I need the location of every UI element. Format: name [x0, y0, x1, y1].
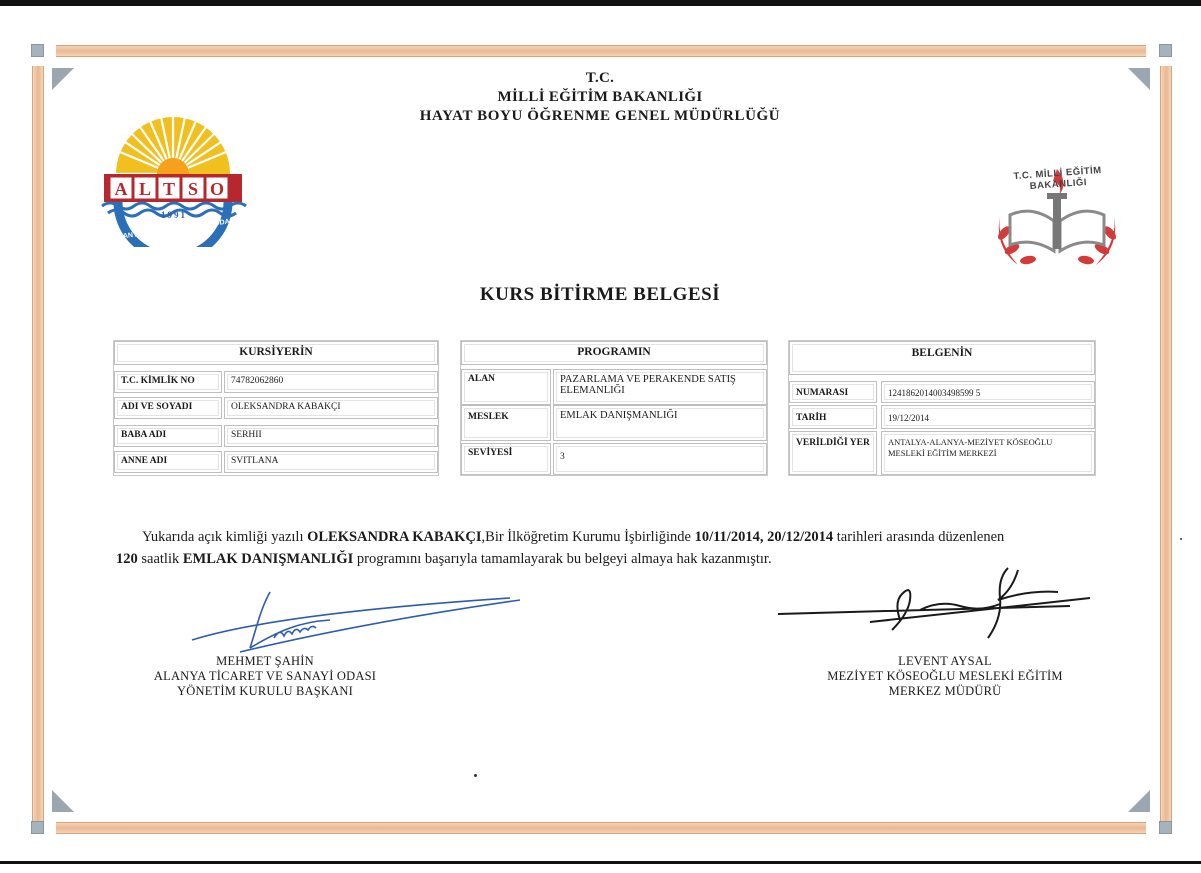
border-top: [56, 45, 1146, 57]
right-signatory-org: MEZİYET KÖSEOĞLU MESLEKİ EĞİTİM: [827, 669, 1063, 683]
left-signatory-org: ALANYA TİCARET VE SANAYİ ODASI: [153, 669, 377, 683]
corner-triangle-bl: [52, 790, 74, 812]
belge-table: [788, 340, 1096, 476]
logo-letter-a: A: [114, 179, 128, 199]
program-table: [460, 340, 768, 476]
scan-speck: [1180, 538, 1182, 540]
statement-text: Yukarıda açık kimliği yazılı: [142, 529, 308, 545]
logo-letter-t: T: [162, 179, 176, 199]
corner-triangle-tr: [1128, 68, 1150, 90]
course-dates: 10/11/2014, 20/12/2014: [694, 529, 834, 545]
left-signatory: [130, 654, 400, 699]
border-right: [1160, 66, 1172, 822]
right-signature: [770, 560, 1100, 650]
belge-heading: BELGENİN: [789, 341, 1095, 375]
bottom-scan-edge: [0, 861, 1201, 864]
belge-label: VERİLDİĞİ YER: [789, 431, 877, 475]
program-label: MESLEK: [461, 405, 551, 441]
border-bottom: [56, 822, 1146, 834]
left-signatory-name: MEHMET ŞAHİN: [216, 654, 314, 668]
logo-letter-s: S: [187, 179, 199, 199]
meb-ring-text: T.C. MİLLİ EĞİTİM BAKANLIĞI: [1013, 164, 1102, 192]
student-name: OLEKSANDRA KABAKÇI: [307, 529, 482, 545]
program-value: EMLAK DANIŞMANLIĞI: [553, 405, 767, 441]
belge-value: 1241862014003498599 5: [881, 381, 1095, 403]
kursiyer-value: OLEKSANDRA KABAKÇI: [224, 397, 438, 419]
belge-label: NUMARASI: [789, 381, 877, 403]
left-signatory-role: YÖNETİM KURULU BAŞKANI: [177, 684, 353, 698]
belge-value: ANTALYA-ALANYA-MEZİYET KÖSEOĞLU MESLEKİ EĞİTİM MERKEZİ: [881, 431, 1095, 475]
kursiyer-label: ADI VE SOYADI: [114, 397, 222, 419]
program-heading: PROGRAMIN: [461, 341, 767, 365]
altso-ring-text: ALANYA TİCARET VE SANAYİ ODASI: [113, 217, 237, 242]
corner-square-tr: [1159, 44, 1172, 57]
corner-square-bl: [31, 821, 44, 834]
header-tc: T.C.: [585, 70, 615, 86]
logo-letter-l: L: [138, 179, 152, 199]
top-scan-edge: [0, 0, 1201, 6]
program-value: PAZARLAMA VE PERAKENDE SATIŞ ELEMANLIĞI: [553, 369, 767, 405]
kursiyer-table: [113, 340, 439, 476]
belge-label: TARİH: [789, 405, 877, 429]
kursiyer-value: SERHII: [224, 425, 438, 447]
corner-triangle-tl: [52, 68, 74, 90]
statement-text: ,Bir İlköğretim Kurumu İşbirliğinde: [481, 529, 695, 545]
kursiyer-label: T.C. KİMLİK NO: [114, 371, 222, 393]
statement-text: saatlik: [137, 551, 183, 567]
statement-text: programını başarıyla tamamlayarak bu belgeyi almaya hak kazanmıştır.: [353, 551, 772, 567]
header-ministry: MİLLİ EĞİTİM BAKANLIĞI: [497, 89, 703, 105]
program-value: 3: [553, 443, 767, 475]
belge-value: 19/12/2014: [881, 405, 1095, 429]
logo-letter-o: O: [209, 179, 225, 199]
right-signatory: [800, 654, 1090, 699]
scan-speck: [474, 774, 477, 777]
kursiyer-label: BABA ADI: [114, 425, 222, 447]
border-left: [32, 66, 44, 822]
altso-name: [0, 0, 1, 1]
altso-year: 1991: [161, 210, 187, 220]
corner-square-tl: [31, 44, 44, 57]
right-signatory-name: LEVENT AYSAL: [898, 654, 992, 668]
kursiyer-label: ANNE ADI: [114, 451, 222, 473]
corner-square-br: [1159, 821, 1172, 834]
program-label: SEVİYESİ: [461, 443, 551, 475]
corner-triangle-br: [1128, 790, 1150, 812]
right-signatory-role: MERKEZ MÜDÜRÜ: [888, 684, 1002, 698]
kursiyer-heading: KURSİYERİN: [114, 341, 438, 365]
course-hours: 120: [116, 551, 138, 567]
kursiyer-value: 74782062860: [224, 371, 438, 393]
program-label: ALAN: [461, 369, 551, 405]
kursiyer-value: SVITLANA: [224, 451, 438, 473]
statement-text: tarihleri arasında düzenlenen: [833, 529, 1005, 545]
document-title: KURS BİTİRME BELGESİ: [479, 284, 721, 305]
header-directorate: HAYAT BOYU ÖĞRENME GENEL MÜDÜRLÜĞÜ: [419, 108, 781, 124]
course-name: EMLAK DANIŞMANLIĞI: [182, 551, 354, 567]
